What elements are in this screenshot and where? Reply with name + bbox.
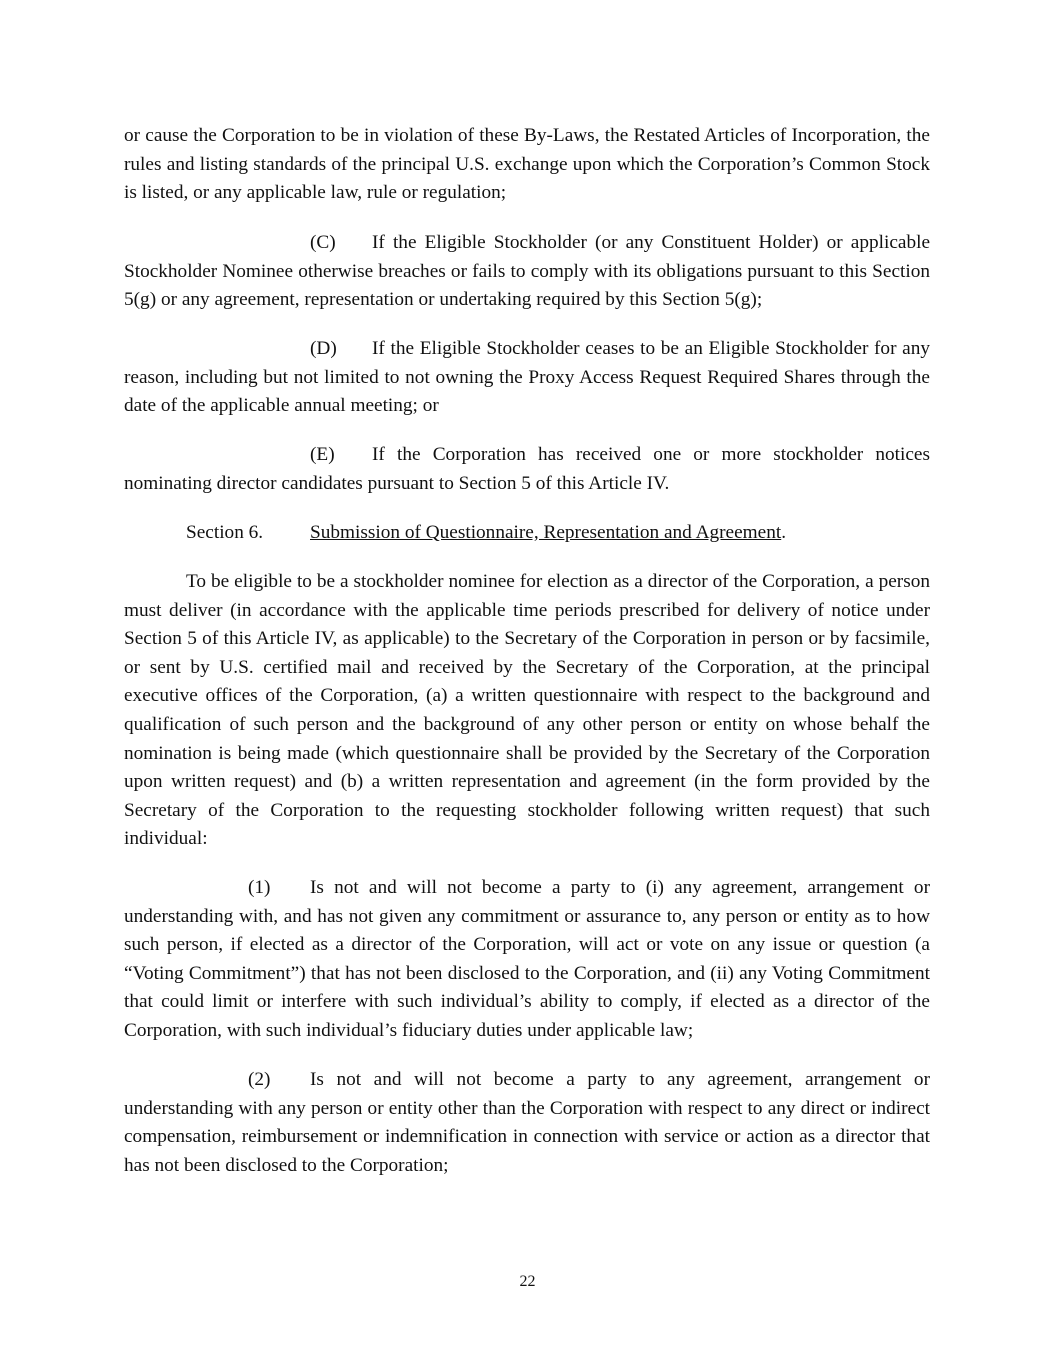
clause-d-text: If the Eligible Stockholder ceases to be an Eligible Stockholder for any reason, including but not limited to not owning the Proxy Access Request Required Shares through the date of the applicable annual meeting; or [124, 338, 930, 417]
section-title: Submission of Questionnaire, Representation and Agreement [310, 522, 782, 543]
clause-c-text: If the Eligible Stockholder (or any Constituent Holder) or applicable Stockholder Nominee otherwise breaches or fails to comply with its obligations pursuant to this Section 5(g) or any agreement, representation or undertaking required by this Section 5(g); [124, 232, 930, 311]
section-number: Section 6. [186, 522, 264, 543]
clause-1-text: Is not and will not become a party to (i) any agreement, arrangement or understanding with, and has not given any commitment or assurance to, any person or entity as to how such person, if elected as a director of the Corporation, will act or vote on any issue or question (a “Voting Commitment”) that has not been disclosed to the Corporation, and (ii) any Voting Commitment that could limit or interfere with such individual’s ability to comply, if elected as a director of the Corporation, with such individual’s fiduciary duties under applicable law; [124, 877, 930, 1041]
clause-e [124, 441, 930, 498]
intro-paragraph-text: To be eligible to be a stockholder nominee for election as a director of the Corporation, a person must deliver (in accordance with the applicable time periods prescribed for delivery of notice under Section 5 of this Article IV, as applicable) to the Secretary of the Corporation in person or by facsimile, or sent by U.S. certified mail and received by the Secretary of the Corporation, at the principal executive offices of the Corporation, (a) a written questionnaire with respect to the background and qualification of such person and the background of any other person or entity on whose behalf the nomination is being made (which questionnaire shall be provided by the Secretary of the Corporation upon written request) and (b) a written representation and agreement (in the form provided by the Secretary of the Corporation to the requesting stockholder following written request) that such individual: [124, 571, 930, 850]
intro-paragraph [124, 568, 930, 854]
clause-2-text: Is not and will not become a party to any agreement, arrangement or understanding with any person or entity other than the Corporation with respect to any direct or indirect compensation, reimbursement or indemnification in connection with service or action as a director that has not been disclosed to the Corporation; [124, 1069, 930, 1176]
clause-c [124, 229, 930, 315]
page-number: 22 [519, 1273, 536, 1290]
clause-2 [124, 1066, 930, 1180]
continuation-text: or cause the Corporation to be in violation of these By-Laws, the Restated Articles of Incorporation, the rules and listing standards of the principal U.S. exchange upon which the Corporation’s Common Stock is listed, or any applicable law, rule or regulation; [124, 125, 930, 204]
section-title-suffix: . [781, 522, 787, 543]
clause-e-text: If the Corporation has received one or more stockholder notices nominating director candidates pursuant to Section 5 of this Article IV. [124, 444, 930, 494]
clause-e-marker: (E) [310, 444, 335, 465]
continuation-paragraph [124, 122, 930, 208]
clause-d [124, 335, 930, 421]
clause-1-marker: (1) [248, 877, 271, 898]
clause-2-marker: (2) [248, 1069, 271, 1090]
clause-1 [124, 874, 930, 1046]
clause-d-marker: (D) [310, 338, 337, 359]
section-heading [186, 519, 786, 548]
clause-c-marker: (C) [310, 232, 336, 253]
